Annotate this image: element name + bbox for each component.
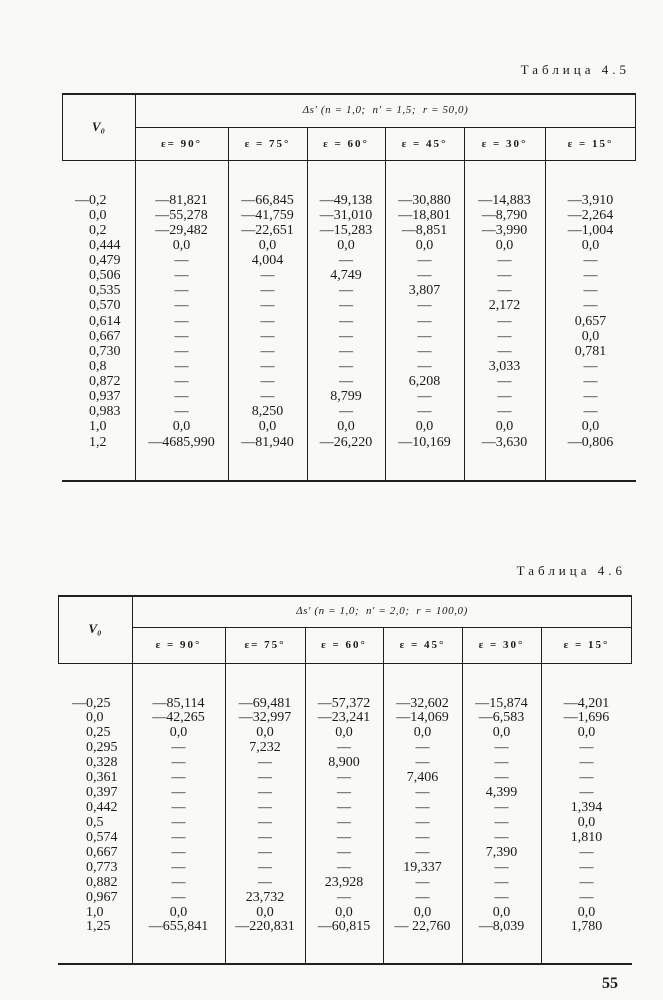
table-cell: — [174,374,189,389]
table-cell: — [417,343,432,359]
table-cell: 0,0 [172,419,191,435]
table-cell: — [174,283,189,299]
table-cell: 0,0 [335,904,353,920]
table-cell: — [339,358,353,374]
table-cell: — [171,874,186,890]
column-header: ε = 75° [244,137,291,150]
table-row [58,800,632,815]
row-label: 1,0 [89,419,107,435]
table-cell: — [337,740,351,756]
page-number: 55 [602,975,618,992]
table-cell: —3,630 [481,434,528,450]
table-cell: —42,265 [152,710,205,726]
row-label: 0,937 [89,389,121,405]
table-cell: — [339,313,353,329]
row-label: 0,773 [86,859,118,875]
table-cell: — [339,298,353,314]
table-cell: —4685,990 [148,434,215,450]
table-cell: — [337,829,351,845]
table-cell: — [579,785,594,801]
table-cell: — [171,844,186,860]
table-cell: —66,845 [241,192,294,208]
table-cell: — [171,800,186,815]
table-caption: Таблица 4.6 [516,563,626,578]
table-cell: — [174,389,189,405]
table-cell: 8,900 [328,755,360,771]
table-cell: 19,337 [403,859,442,875]
table-cell: — [415,740,430,756]
table-row [62,359,636,374]
row-label: 0,2 [89,222,107,238]
table-cell: 0,0 [415,237,434,253]
table-cell: — [579,874,594,890]
table-cell: —31,010 [319,207,373,223]
table-cell: — [417,298,432,314]
table-cell: 0,0 [413,725,432,741]
table-cell: 1,810 [570,829,603,845]
row-label: 0,882 [86,874,118,890]
table-cell: —3,910 [567,192,614,208]
table-cell: — [260,283,275,299]
table-cell: — [415,800,430,815]
table-cell: — [258,770,272,786]
row-label: 0,479 [89,253,121,268]
table-cell: — [497,268,512,284]
table-cell: — [497,374,512,389]
table-cell: — [174,298,189,314]
table-row [58,919,632,934]
table-cell: —29,482 [155,222,208,238]
table-row [58,830,632,845]
table-cell: 0,0 [581,237,600,253]
table-row [62,193,636,208]
table-cell: — [171,785,186,801]
row-label: 1,0 [86,904,104,920]
table-cell: — [415,889,430,905]
table-cell: —30,880 [398,192,451,208]
table-cell: — [579,755,594,771]
table-cell: — [417,253,432,268]
table-cell: —14,883 [478,192,531,208]
table-cell: —2,264 [567,207,614,223]
table-cell: —49,138 [319,192,373,208]
table-cell: 0,0 [492,725,511,741]
table-cell: — [583,268,598,284]
table-cell: — [583,358,598,374]
column-header: ε = 60° [323,137,369,150]
table-cell: — [337,785,351,801]
table-cell: — [417,404,432,420]
row-label: 0,574 [86,829,118,845]
table-cell: — [583,374,598,389]
table-cell: —15,874 [475,695,528,711]
table-cell: — [494,770,509,786]
table-cell: —55,278 [155,207,208,223]
table-cell: — [415,874,430,890]
table-cell: 0,0 [256,904,274,920]
table-cell: 0,0 [577,904,596,920]
table-cell: —23,241 [317,710,371,726]
row-label: 0,983 [89,404,121,420]
table-cell: — [417,358,432,374]
table-cell: — [583,253,598,268]
table-cell: 0,0 [492,904,511,920]
table-row [58,905,632,920]
table-cell: —69,481 [238,695,292,711]
table-cell: — [497,404,512,420]
column-header: ε = 15° [563,639,610,651]
table-cell: 0,0 [581,419,600,435]
column-header: ε = 90° [155,639,202,651]
table-cell: 8,250 [251,404,284,420]
data-table [58,595,632,965]
table-cell: —6,583 [478,710,525,726]
table-cell: — [415,829,430,845]
table-cell: —32,602 [396,695,449,711]
table-row [58,740,632,755]
table-row [62,283,636,298]
table-cell: 3,807 [408,283,441,299]
table-cell: — [258,755,272,771]
table-cell: — [583,404,598,420]
table-cell: —26,220 [319,434,373,450]
row-label: 0,730 [89,343,121,359]
table-row [62,389,636,404]
table-row [62,223,636,238]
table-cell: — [417,328,432,344]
table-cell: — [339,343,353,359]
row-label: 0,667 [86,844,118,860]
table-cell: —8,851 [401,222,448,238]
row-label: 0,535 [89,283,121,299]
table-cell: — [417,268,432,284]
row-label: 1,2 [89,434,107,450]
table-cell: — [171,829,186,845]
row-label: 0,667 [89,328,121,344]
table-cell: 7,390 [485,844,518,860]
table-cell: 23,928 [324,874,364,890]
table-row [58,770,632,785]
column-header: ε = 60° [321,639,367,651]
table-row [58,815,632,830]
row-label: 0,444 [89,237,121,253]
table-cell: — [260,268,275,284]
table-cell: 0,0 [581,328,600,344]
table-cell: 0,0 [577,814,596,830]
table-cell: — [337,800,351,815]
table-row [58,890,632,905]
table-cell: — [260,358,275,374]
table-cell: 0,0 [258,419,277,435]
table-cell: 1,780 [570,919,603,935]
row-label: 0,5 [86,814,104,830]
table-cell: — [337,814,351,830]
table-row [58,845,632,860]
table-cell: — [258,800,272,815]
table-cell: — [258,874,272,890]
table-cell: —4,201 [563,695,610,711]
table-cell: — [258,859,272,875]
table-cell: — [583,298,598,314]
table-row [58,755,632,770]
table-cell: —85,114 [152,695,205,711]
table-cell: — [494,755,509,771]
table-cell: —18,801 [398,207,451,223]
table-row [62,374,636,389]
row-label: 0,0 [86,710,104,726]
table-cell: —81,821 [155,192,208,208]
table-cell: — [174,328,189,344]
table-cell: —0,806 [567,434,614,450]
row-label: —0,2 [75,192,107,208]
column-header: ε = 15° [567,137,614,150]
table-cell: —14,069 [396,710,449,726]
table-cell: —220,831 [235,919,295,935]
table-cell: — [497,253,512,268]
table-cell: —22,651 [241,222,294,238]
table-row [62,208,636,223]
table-cell: — [260,374,275,389]
table-cell: —655,841 [148,919,209,935]
table-cell: — [337,844,351,860]
table-cell: 23,732 [245,889,285,905]
table-row [62,298,636,313]
row-label: 0,25 [86,725,111,741]
row-header: V₀ [91,118,106,134]
table-cell: — [171,755,186,771]
row-label: 0,872 [89,374,121,389]
row-header: V₀ [88,621,102,636]
table-cell: — [337,859,351,875]
table-cell: — [579,859,594,875]
table-cell: — [337,770,351,786]
table-cell: — [497,313,512,329]
table-cell: — [260,343,275,359]
table-cell: —57,372 [317,695,371,711]
table-cell: 7,232 [249,740,281,756]
table-cell: — [417,313,432,329]
table-rule [58,663,632,664]
table-row [58,785,632,800]
row-label: 0,442 [86,800,118,815]
table-cell: 0,0 [495,419,514,435]
table-cell: —60,815 [317,919,371,935]
table-rule [62,480,636,482]
table-cell: — [171,889,186,905]
table-cell: 0,781 [574,343,607,359]
table-cell: 0,0 [169,904,188,920]
table-cell: —15,283 [319,222,373,238]
table-cell: — [258,785,272,801]
table-cell: — [258,844,272,860]
table-cell: —3,990 [481,222,528,238]
row-label: 0,0 [89,207,107,223]
table-cell: 7,406 [406,770,439,786]
table-cell: — [579,770,594,786]
table-row [58,860,632,875]
table-cell: — [579,740,594,756]
table-cell: — 22,760 [394,919,451,935]
table-cell: — [415,785,430,801]
table-cell: — [174,343,189,359]
table-cell: 1,394 [570,800,603,815]
table-cell: 0,0 [258,237,277,253]
table-row [62,329,636,344]
row-label: 0,361 [86,770,118,786]
group-header: Δs′ (n = 1,0; n′ = 1,5; r = 50,0) [302,104,469,116]
row-label: 0,8 [89,358,107,374]
row-label: 0,328 [86,755,118,771]
table-cell: —41,759 [241,207,294,223]
table-cell: — [415,844,430,860]
table-cell: — [415,755,430,771]
table-row [62,344,636,359]
column-header: ε= 75° [244,639,286,651]
table-cell: — [497,389,512,405]
table-cell: —10,169 [398,434,451,450]
row-label: 1,25 [86,919,111,935]
table-cell: — [583,283,598,299]
table-cell: 0,0 [335,725,353,741]
column-header: ε = 45° [399,639,446,651]
table-rule [58,963,632,965]
table-row [58,696,632,711]
table-row [58,710,632,725]
table-cell: 0,0 [172,237,191,253]
table-cell: —8,039 [478,919,525,935]
table-cell: — [174,313,189,329]
table-cell: — [260,389,275,405]
table-cell: —1,696 [563,710,610,726]
column-header: ε= 90° [160,137,203,150]
table-cell: — [339,374,353,389]
row-label: 0,967 [86,889,118,905]
table-cell: 2,172 [488,298,521,314]
table-cell: 4,004 [251,253,284,268]
table-cell: —81,940 [241,434,294,450]
table-cell: — [171,859,186,875]
table-cell: 4,749 [330,268,362,284]
table-cell: — [174,253,189,268]
group-header: Δs′ (n = 1,0; n′ = 2,0; r = 100,0) [296,605,468,617]
row-label: 0,506 [89,268,121,284]
table-cell: 0,0 [415,419,434,435]
row-label: 0,295 [86,740,118,756]
table-cell: 0,0 [337,237,355,253]
table-cell: 8,799 [330,389,362,405]
table-row [62,419,636,434]
table-cell: — [337,889,351,905]
table-row [62,314,636,329]
table-cell: 0,657 [574,313,607,329]
table-cell: — [417,389,432,405]
table-cell: — [497,283,512,299]
table-cell: —1,004 [567,222,614,238]
row-label: —0,25 [72,695,111,711]
row-label: 0,614 [89,313,121,329]
table-cell: 6,208 [408,374,441,389]
data-table [62,93,636,482]
table-cell: — [494,800,509,815]
table-cell: — [258,814,272,830]
column-header: ε = 45° [401,137,448,150]
table-cell: — [339,253,353,268]
table-cell: — [260,313,275,329]
table-cell: 0,0 [495,237,514,253]
table-cell: 0,0 [337,419,355,435]
table-row [62,238,636,253]
table-cell: — [579,889,594,905]
table-cell: — [171,814,186,830]
table-cell: — [579,844,594,860]
table-cell: 3,033 [488,358,521,374]
table-cell: — [494,814,509,830]
table-cell: — [415,814,430,830]
table-cell: — [583,389,598,405]
table-cell: 0,0 [413,904,432,920]
table-cell: — [171,740,186,756]
table-cell: 0,0 [169,725,188,741]
table-cell: — [174,358,189,374]
table-row [62,253,636,268]
table-row [62,268,636,283]
table-cell: — [497,328,512,344]
table-row [62,404,636,419]
table-cell: — [258,829,272,845]
table-cell: — [260,298,275,314]
table-cell: — [171,770,186,786]
table-cell: — [174,404,189,420]
table-cell: — [494,889,509,905]
table-cell: —32,997 [238,710,292,726]
table-cell: — [497,343,512,359]
table-cell: — [260,328,275,344]
table-cell: — [494,740,509,756]
table-row [58,725,632,740]
row-label: 0,397 [86,785,118,801]
column-header: ε = 30° [478,639,525,651]
table-cell: — [494,874,509,890]
table-rule [62,160,636,161]
table-cell: — [494,859,509,875]
table-row [62,435,636,450]
table-caption: Таблица 4.5 [520,62,630,77]
table-cell: — [494,829,509,845]
table-cell: — [174,268,189,284]
table-cell: — [339,328,353,344]
table-cell: 0,0 [577,725,596,741]
row-label: 0,570 [89,298,121,314]
table-cell: — [339,283,353,299]
table-cell: — [339,404,353,420]
table-cell: 4,399 [485,785,518,801]
table-cell: —8,790 [481,207,528,223]
table-cell: 0,0 [256,725,274,741]
column-header: ε = 30° [481,137,528,150]
table-row [58,875,632,890]
